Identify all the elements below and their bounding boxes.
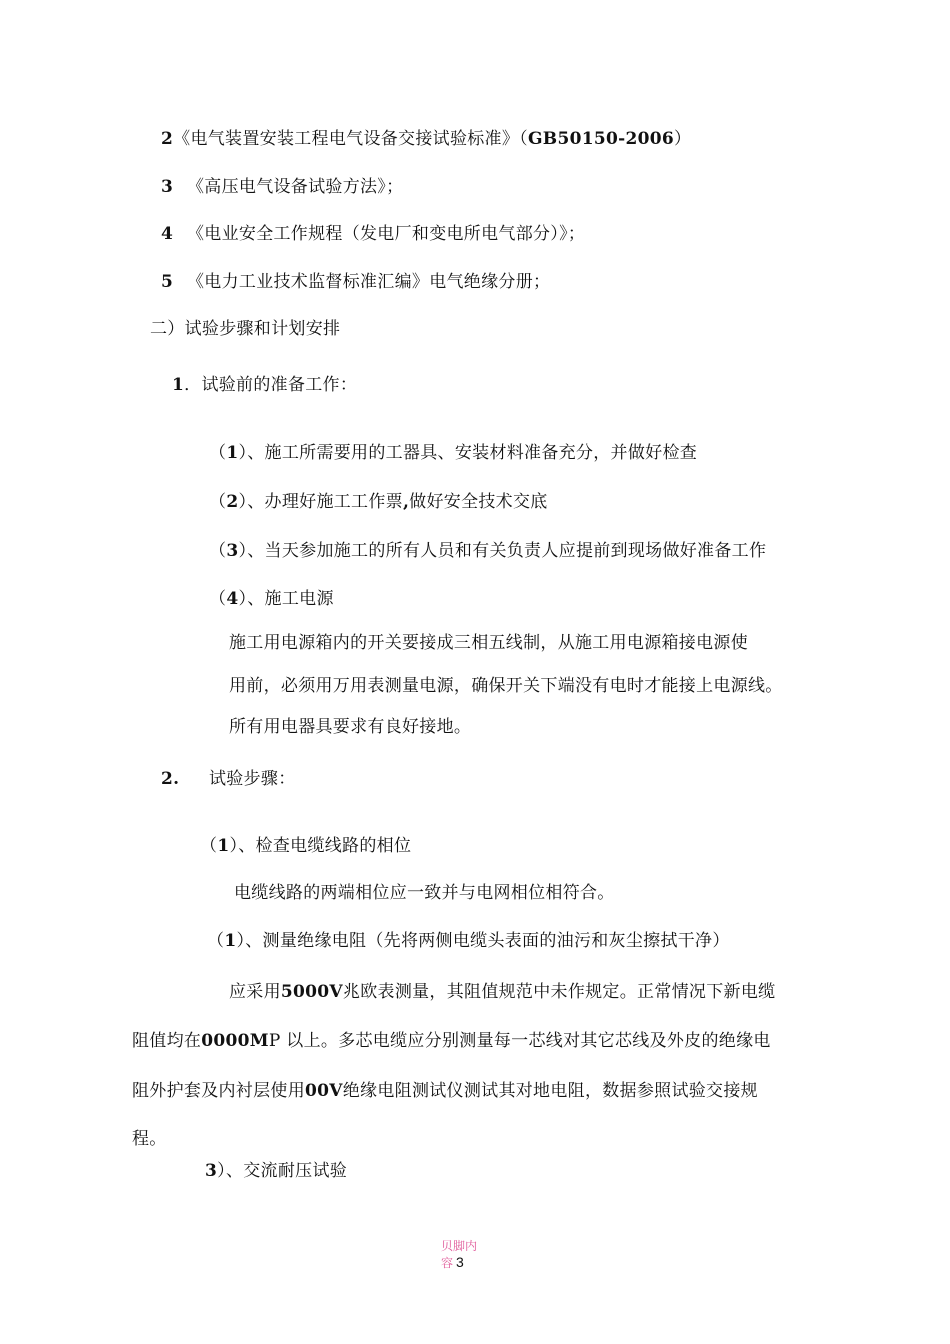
body-paragraph-line: [132, 1079, 758, 1103]
item-number: 1: [224, 931, 237, 951]
step-item-phase: [200, 834, 411, 858]
paragraph-text: 应采用: [229, 982, 281, 1002]
paragraph-text: 阻值均在: [132, 1031, 202, 1051]
item-text: ．试验前的准备工作：: [184, 375, 358, 395]
section-heading: [150, 317, 340, 341]
item-text: ）、检查电缆线路的相位: [229, 836, 412, 856]
body-paragraph-line: [234, 881, 615, 905]
item-number: 1: [226, 443, 239, 463]
item-tail: 做好安全技术交底: [409, 492, 548, 512]
body-paragraph-line: [229, 715, 471, 739]
item-text: 《电气装置安装工程电气设备交接试验标准》（: [173, 129, 528, 149]
item-number: 2: [161, 129, 174, 149]
item-text: ）、施工所需要用的工器具、安装材料准备充分，并做好检查: [238, 443, 698, 463]
body-paragraph-line: [229, 631, 748, 655]
body-paragraph-line: [229, 674, 783, 698]
standard-code: GB50150-2006: [527, 129, 674, 149]
item-number: 4: [161, 224, 174, 244]
item-text: 试验步骤：: [209, 769, 296, 789]
open-paren: （: [207, 931, 225, 951]
open-paren: （: [200, 836, 218, 856]
paragraph-text: 程。: [132, 1129, 167, 1149]
open-paren: （: [209, 492, 227, 512]
open-paren: （: [209, 443, 227, 463]
open-paren: （: [209, 589, 227, 609]
paragraph-text: 电缆线路的两端相位应一致并与电网相位相符合。: [234, 883, 615, 903]
item-number: 4: [226, 589, 239, 609]
item-tail: ）: [673, 129, 692, 149]
subsection-heading-2: [161, 767, 296, 791]
item-number: 1: [217, 836, 230, 856]
comma: ,: [402, 492, 410, 512]
footer-note: 贝脚内容: [441, 1239, 478, 1270]
paragraph-text: 所有用电器具要求有良好接地。: [229, 717, 472, 737]
item-text: ）、交流耐压试验: [217, 1161, 348, 1181]
step-item-ac-test: [205, 1159, 347, 1183]
body-paragraph-line: [132, 1029, 771, 1053]
voltage-value: 5000V: [280, 982, 343, 1002]
item-text: ）、测量绝缘电阻（先将两侧电缆头表面的油污和灰尘擦拭干净）: [236, 931, 730, 951]
item-number: 5: [161, 272, 174, 292]
paragraph-tail: 兆欧表测量，其阻值规范中未作规定。正常情况下新电缆: [342, 982, 776, 1002]
page-number: 3: [456, 1254, 464, 1270]
resistance-value: 0000M: [201, 1031, 269, 1051]
voltage-value: 00V: [305, 1081, 343, 1101]
item-text: ）、办理好施工工作票: [238, 492, 403, 512]
step-item-insulation: [207, 929, 730, 953]
item-number: 3: [161, 177, 174, 197]
item-text: 《电业安全工作规程（发电厂和变电所电气部分）》；: [187, 224, 586, 244]
reference-item-3: [161, 175, 403, 199]
prep-item-3: [209, 539, 766, 563]
item-text: ）、施工电源: [238, 589, 334, 609]
open-paren: （: [209, 541, 227, 561]
paragraph-tail: 绝缘电阻测试仪测试其对地电阻，数据参照试验交接规: [342, 1081, 758, 1101]
paragraph-text: 阻外护套及内衬层使用: [132, 1081, 305, 1101]
item-text: 《高压电气设备试验方法》；: [187, 177, 404, 197]
item-text: 《电力工业技术监督标准汇编》电气绝缘分册；: [187, 272, 551, 292]
item-number: 2: [226, 492, 239, 512]
reference-item-5: [161, 270, 550, 294]
item-number: 3: [226, 541, 239, 561]
prep-item-2: [209, 490, 548, 514]
item-number: 2.: [161, 769, 180, 789]
section-heading-text: 二）试验步骤和计划安排: [150, 319, 341, 339]
reference-item-4: [161, 222, 585, 246]
paragraph-text: 施工用电源箱内的开关要接成三相五线制，从施工用电源箱接电源使: [229, 633, 748, 653]
paragraph-text: 用前，必须用万用表测量电源，确保开关下端没有电时才能接上电源线。: [229, 676, 783, 696]
prep-item-4: [209, 587, 334, 611]
item-text: ）、当天参加施工的所有人员和有关负责人应提前到现场做好准备工作: [238, 541, 767, 561]
item-number: 1: [172, 375, 185, 395]
item-number: 3: [205, 1161, 218, 1181]
reference-item-2: [161, 127, 691, 151]
paragraph-tail: P 以上。多芯电缆应分别测量每一芯线对其它芯线及外皮的绝缘电: [268, 1031, 771, 1051]
subsection-heading-1: [172, 373, 357, 397]
prep-item-1: [209, 441, 697, 465]
body-paragraph-line: [132, 1127, 167, 1151]
body-paragraph-line: [229, 980, 775, 1004]
